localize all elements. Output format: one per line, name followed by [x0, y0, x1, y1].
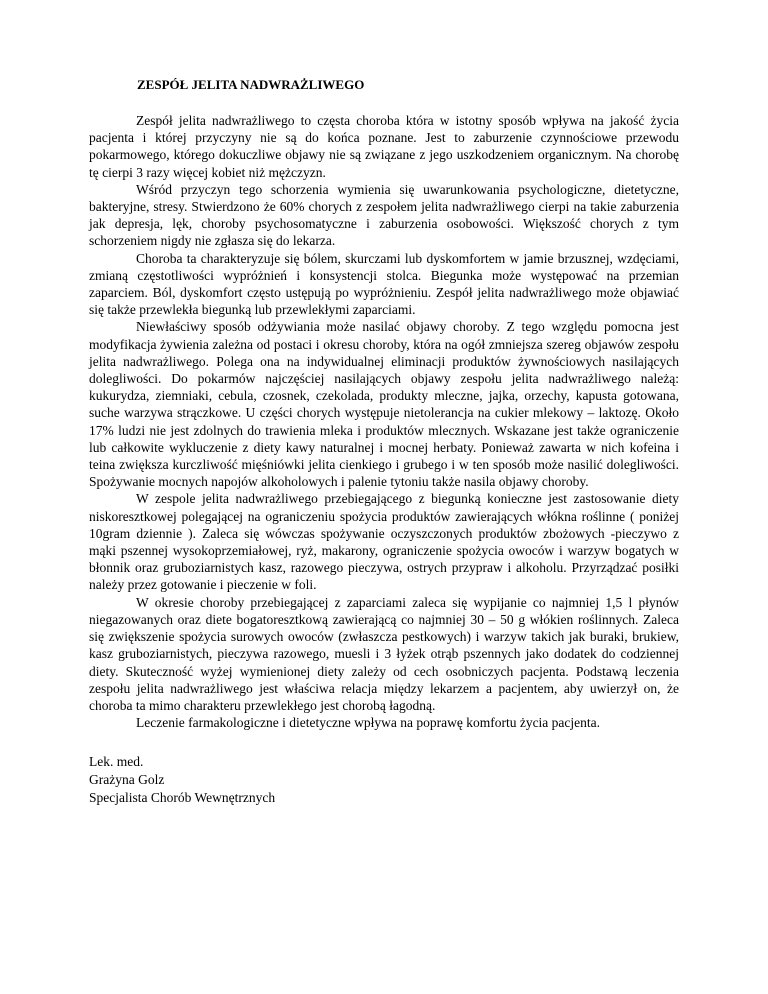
signature-name: Grażyna Golz — [89, 772, 165, 788]
paragraph: Wśród przyczyn tego schorzenia wymienia się uwarunkowania psychologiczne, dietetyczne, bakteryjne, stresy. Stwierdzono że 60% chorych z zespołem jelita nadwrażliwego cierpi na takie zaburzenia jak depresja, lęk, choroby psychosomatyczne i zaburzenia osobowości. Większość chorych z tym schorzeniem nigdy nie zgłasza się do lekarza. — [89, 181, 679, 249]
paragraph: Zespół jelita nadwrażliwego to częsta choroba która w istotny sposób wpływa na jakość życia pacjenta i której przyczyny nie są do końca poznane. Jest to zaburzenie czynnościowe przewodu pokarmowego, którego dokuczliwe objawy nie są związane z jego uszkodzeniem organicznym. Na chorobę tę cierpi 3 razy więcej kobiet niż mężczyzn. — [89, 113, 679, 180]
signature-title: Lek. med. — [89, 754, 144, 770]
signature-specialty: Specjalista Chorób Wewnętrznych — [89, 790, 276, 806]
document-title: ZESPÓŁ JELITA NADWRAŻLIWEGO — [137, 77, 365, 92]
document-body — [89, 112, 679, 731]
signature-block — [89, 753, 679, 807]
paragraph: W okresie choroby przebiegającej z zaparciami zaleca się wypijanie co najmniej 1,5 l płynów niegazowanych oraz diete bogatoresztkową zawierającą co najmniej 30 – 50 g włókien roślinnych. Zaleca się zwiększenie spożycia surowych owoców (zwłaszcza pestkowych) i warzyw takich jak buraki, brukiew, kasz gruboziarnistych, pieczywa razowego, muesli i 3 łyżek otrąb pszennych jako dodatek do codziennej diety. Skuteczność wyżej wymienionej diety zależy od cech osobniczych pacjenta. Podstawą leczenia zespołu jelita nadwrażliwego jest właściwa relacja między lekarzem a pacjentem, aby uwierzył on, że choroba ta mimo charakteru przewlekłego jest chorobą łagodną. — [89, 594, 679, 713]
document-page — [89, 76, 679, 807]
paragraph: Choroba ta charakteryzuje się bólem, skurczami lub dyskomfortem w jamie brzusznej, wzdęciami, zmianą częstotliwości wypróżnień i konsystencji stolca. Biegunka może występować na przemian zaparciem. Ból, dyskomfort często ustępują po wypróżnieniu. Zespół jelita nadwrażliwego może objawiać się także przewlekła biegunką lub przewlekłymi zaparciami. — [89, 250, 679, 318]
paragraph: Leczenie farmakologiczne i dietetyczne wpływa na poprawę komfortu życia pacjenta. — [136, 715, 601, 731]
paragraph: Niewłaściwy sposób odżywiania może nasilać objawy choroby. Z tego względu pomocna jest modyfikacja żywienia zależna od postaci i okresu choroby, która na ogół zmniejsza szereg objawów zespołu jelita nadwrażliwego. Polega ona na indywidualnej eliminacji produktów żywnościowych nasilających dolegliwości. Do pokarmów najczęściej nasilających objawy zespołu jelita nadwrażliwego należą: kukurydza, ziemniaki, cebula, czosnek, czekolada, produkty mleczne, jajka, orzechy, kapusta gotowana, suche warzywa strączkowe. U części chorych występuje nietolerancja na cukier mlekowy – laktozę. Około 17% ludzi nie jest zdolnych do trawienia mleka i produktów mlecznych. Wskazane jest także ograniczenie lub całkowite wykluczenie z diety kawy naturalnej i mocnej herbaty. Ponieważ zawarta w nich kofeina i teina zwiększa kurczliwość mięśniówki jelita cienkiego i grubego i w ten sposób może nasilić dolegliwości. Spożywanie mocnych napojów alkoholowych i palenie tytoniu także nasila objawy choroby. — [89, 319, 679, 490]
paragraph: W zespole jelita nadwrażliwego przebiegającego z biegunką konieczne jest zastosowanie diety niskoresztkowej polegającej na ograniczeniu spożycia produktów zawierających włókna roślinne ( poniżej 10gram dziennie ). Zaleca się wówczas spożywanie oczyszczonych produktów zbożowych -pieczywo z mąki pszennej wysokoprzemiałowej, ryż, makarony, ograniczenie spożycia owoców i warzyw bogatych w błonnik oraz gruboziarnistych kasz, razowego pieczywa, ostrych przypraw i alkoholu. Przyrządzać posiłki należy przez gotowanie i pieczenie w foli. — [89, 491, 679, 593]
